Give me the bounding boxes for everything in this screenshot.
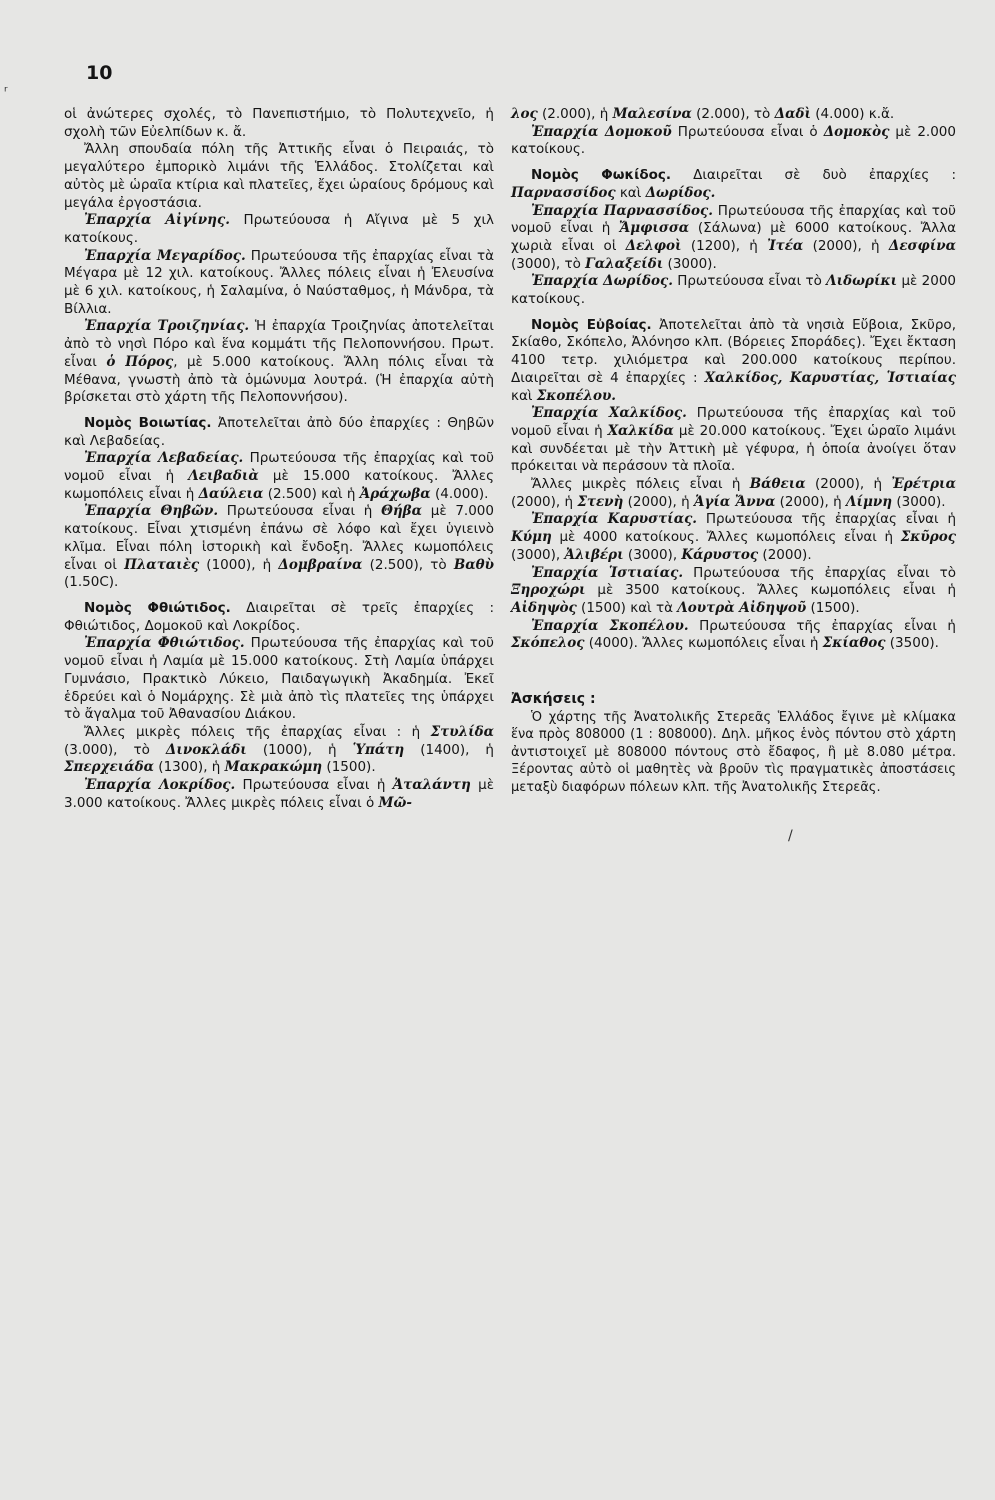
heading-aiginis: Ἐπαρχία Αἰγίνης. bbox=[84, 212, 230, 229]
heading-doridos: Ἐπαρχία Δωρίδος. bbox=[531, 273, 673, 290]
right-column bbox=[511, 106, 956, 796]
paragraph-parnassidos: Ἐπαρχία Παρνασσίδος. Πρωτεύουσα τῆς ἐπαρχίας καὶ τοῦ νομοῦ εἶναι ἡ Ἄμφισσα (Σάλωνα) μὲ 6000 κατοίκους. Ἄλλα χωριὰ εἶναι οἱ Δελφοὶ (1200), ἡ Ἰτέα (2000), ἡ Δεσφίνα (3000), τὸ Γαλαξείδι (3000). bbox=[511, 202, 956, 272]
paragraph-doridos: Ἐπαρχία Δωρίδος. Πρωτεύουσα εἶναι τὸ Λιδωρίκι μὲ 2000 κατοίκους. bbox=[511, 273, 957, 308]
paragraph-aiginis: Ἐπαρχία Αἰγίνης. Πρωτεύουσα ἡ Αἴγινα μὲ 5 χιλ κατοίκους. bbox=[64, 212, 494, 246]
heading-nomos-evvoias: Νομὸς Εὐβοίας. bbox=[531, 316, 652, 333]
heading-nomos-fokidos: Νομὸς Φωκίδος. bbox=[531, 167, 672, 184]
heading-thivon: Ἐπαρχία Θηβῶν. bbox=[84, 503, 219, 520]
heading-chalkidos: Ἐπαρχία Χαλκίδος. bbox=[531, 405, 687, 422]
paragraph-piraeus: Ἄλλη σπουδαία πόλη τῆς Ἀττικῆς εἶναι ὁ Πειραιάς, τὸ μεγαλύτερο ἐμπορικὸ λιμάνι τῆς Ἑλλάδος. Στολίζεται καὶ αὐτὸς μὲ ὡραῖα κτίρια καὶ πλατεῖες, ἔχει ὡραίους δρόμους καὶ μεγάλα ἐργοστάσια. bbox=[64, 141, 494, 211]
paragraph-boiotias: Νομὸς Βοιωτίας. Ἀποτελεῖται ἀπὸ δύο ἐπαρχίες : Θηβῶν καὶ Λεβαδείας. bbox=[64, 414, 494, 449]
paragraph-troizinias: Ἐπαρχία Τροιζηνίας. Ἡ ἐπαρχία Τροιζηνίας ἀποτελεῖται ἀπὸ τὸ νησὶ Πόρο καὶ ἕνα κομμάτι τῆς Πελοποννήσου. Πρωτ. εἶναι ὁ Πόρος, μὲ 5.000 κατοίκους. Ἄλλη πόλις εἶναι τὰ Μέθανα, γνωστὴ ἀπὸ τὰ ὁμώνυμα λουτρά. (Ἡ ἐπαρχία αὐτὴ βρίσκεται στὸ χάρτη τῆς Πελοποννήσου). bbox=[64, 318, 494, 406]
heading-nomos-boiotias: Νομὸς Βοιωτίας. bbox=[84, 414, 212, 431]
heading-nomos-fthiotidos: Νομὸς Φθιώτιδος. bbox=[84, 599, 231, 616]
exercises-text: Ὁ χάρτης τῆς Ἀνατολικῆς Στερεᾶς Ἑλλάδος ἔγινε μὲ κλίμακα ἕνα πρὸς 808000 (1 : 808000). Δηλ. μῆκος ἑνὸς πόντου στὸ χάρτη ἀντιστοιχεῖ μὲ 808000 πόντους στὸ ἔδαφος, ἢ μὲ 8.080 μέτρα. Ξέροντας αὐτὸ οἱ μαθητὲς νὰ βροῦν τὶς πραγματικὲς ἀποστάσεις μεταξὺ διαφόρων πόλεων κλπ. τῆς Ἀνατολικῆς Στερεᾶς. bbox=[511, 709, 956, 795]
paragraph-evvoia-towns: Ἄλλες μικρὲς πόλεις εἶναι ἡ Βάθεια (2000), ἡ Ἐρέτρια (2000), ἡ Στενὴ (2000), ἡ Ἁγία Ἄννα (2000), ἡ Λίμνη (3000). bbox=[511, 476, 956, 510]
paragraph-fthiotidos: Ἐπαρχία Φθιώτιδος. Πρωτεύουσα τῆς ἐπαρχίας καὶ τοῦ νομοῦ εἶναι ἡ Λαμία μὲ 15.000 κατοίκους. Στὴ Λαμία ὑπάρχει Γυμνάσιο, Πρακτικὸ Λύκειο, Παιδαγωγικὴ Ἀκαδημία. Ἐκεῖ ἑδρεύει καὶ ὁ Νομάρχης. Σὲ μιὰ ἀπὸ τὶς πλατεῖες της ὑπάρχει τὸ ἄγαλμα τοῦ Ἀθανασίου Διάκου. bbox=[64, 635, 494, 723]
heading-istiaias: Ἐπαρχία Ἱστιαίας. bbox=[531, 564, 684, 581]
heading-parnassidos: Ἐπαρχία Παρνασσίδος. bbox=[531, 202, 713, 219]
heading-karystias: Ἐπαρχία Καρυστίας. bbox=[531, 511, 698, 528]
paragraph-megaridos: Ἐπαρχία Μεγαρίδος. Πρωτεύουσα τῆς ἐπαρχίας εἶναι τὰ Μέγαρα μὲ 12 χιλ. κατοίκους. Ἄλλες πόλεις εἶναι ἡ Ἐλευσίνα μὲ 6 χιλ. κατοίκους, ἡ Σαλαμίνα, ὁ Ναύσταθμος, ἡ Μάνδρα, τὰ Βίλλια. bbox=[64, 247, 494, 317]
page-number: 10 bbox=[86, 62, 113, 84]
paragraph-thivon: Ἐπαρχία Θηβῶν. Πρωτεύουσα εἶναι ἡ Θήβα μὲ 7.000 κατοίκους. Εἶναι χτισμένη ἐπάνω σὲ λόφο καὶ ἔχει ὑγιεινὸ κλῖμα. Εἶναι πόλη ἱστορικὴ καὶ ἔνδοξη. Ἄλλες κωμοπόλεις εἶναι οἱ Πλαταιὲς (1000), ἡ Δομβραίνα (2.500), τὸ Βαθὺ (1.50C). bbox=[64, 503, 494, 591]
left-column bbox=[64, 106, 494, 812]
exercises-heading: Ἀσκήσεις : bbox=[511, 691, 596, 708]
heading-lebadeias: Ἐπαρχία Λεβαδείας. bbox=[84, 450, 244, 467]
paragraph-nomos-fokidos: Νομὸς Φωκίδος. Διαιρεῖται σὲ δυὸ ἐπαρχίες : Παρνασσίδος καὶ Δωρίδος. bbox=[511, 167, 956, 201]
paragraph-chalkidos: Ἐπαρχία Χαλκίδος. Πρωτεύουσα τῆς ἐπαρχίας καὶ τοῦ νομοῦ εἶναι ἡ Χαλκίδα μὲ 20.000 κατοίκους. Ἔχει ὡραῖο λιμάνι καὶ συνδέεται μὲ τὴν Ἀττικὴ μὲ γέφυρα, ἡ ὁποία ἀνοίγει ὅταν πρόκειται νὰ περάσουν τὰ πλοῖα. bbox=[511, 405, 956, 475]
heading-lokridos: Ἐπαρχία Λοκρίδος. bbox=[84, 777, 236, 794]
paragraph-nomos-evvoias: Νομὸς Εὐβοίας. Ἀποτελεῖται ἀπὸ τὰ νησιὰ Εὔβοια, Σκῦρο, Σκίαθο, Σκόπελο, Ἀλόνησο κλπ. (Βόρειες Σποράδες). Ἔχει ἔκταση 4100 τετρ. χιλιόμετρα καὶ 200.000 κατοίκους περίπου. Διαιρεῖται σὲ 4 ἐπαρχίες : Χαλκίδος, Καρυστίας, Ἱστιαίας καὶ Σκοπέλου. bbox=[511, 316, 956, 404]
paragraph-fthiotidos-towns: Ἄλλες μικρὲς πόλεις τῆς ἐπαρχίας εἶναι : ἡ Στυλίδα (3.000), τὸ Δινοκλάδι (1000), ἡ Ὑπάτη (1400), ἡ Σπερχειάδα (1300), ἡ Μακρακώμη (1500). bbox=[64, 723, 494, 776]
paragraph-skopelou: Ἐπαρχία Σκοπέλου. Πρωτεύουσα τῆς ἐπαρχίας εἶναι ἡ Σκόπελος (4000). Ἄλλες κωμοπόλεις εἶναι ἡ Σκίαθος (3500). bbox=[511, 617, 956, 652]
pen-mark: / bbox=[788, 828, 793, 844]
paragraph-nomos-fthiotidos: Νομὸς Φθιώτιδος. Διαιρεῖται σὲ τρεῖς ἐπαρχίες : Φθιώτιδος, Δομοκοῦ καὶ Λοκρίδος. bbox=[64, 599, 495, 634]
heading-domokou: Ἐπαρχία Δομοκοῦ bbox=[531, 123, 672, 140]
paragraph-schools: οἱ ἀνώτερες σχολές, τὸ Πανεπιστήμιο, τὸ Πολυτεχνεῖο, ἡ σχολὴ τῶν Εὐελπίδων κ. ἄ. bbox=[64, 106, 494, 140]
paragraph-lokridos: Ἐπαρχία Λοκρίδος. Πρωτεύουσα εἶναι ἡ Ἀταλάντη μὲ 3.000 κατοίκους. Ἄλλες μικρὲς πόλεις εἶναι ὁ Μῶ- bbox=[64, 777, 494, 811]
heading-megaridos: Ἐπαρχία Μεγαρίδος. bbox=[84, 247, 246, 264]
paragraph-karystias: Ἐπαρχία Καρυστίας. Πρωτεύουσα τῆς ἐπαρχίας εἶναι ἡ Κύμη μὲ 4000 κατοίκους. Ἄλλες κωμοπόλεις εἶναι ἡ Σκῦρος (3000), Ἀλιβέρι (3000), Κάρυστος (2000). bbox=[511, 511, 956, 563]
margin-mark: ʳ bbox=[4, 84, 8, 100]
paragraph-domokou: Ἐπαρχία Δομοκοῦ Πρωτεύουσα εἶναι ὁ Δομοκὸς μὲ 2.000 κατοίκους. bbox=[511, 123, 956, 158]
heading-troizinias: Ἐπαρχία Τροιζηνίας. bbox=[84, 318, 250, 335]
heading-skopelou: Ἐπαρχία Σκοπέλου. bbox=[531, 617, 689, 634]
paragraph-molos-cont: λος (2.000), ἡ Μαλεσίνα (2.000), τὸ Δαδὶ (4.000) κ.ἄ. bbox=[511, 106, 895, 122]
paragraph-lebadeias: Ἐπαρχία Λεβαδείας. Πρωτεύουσα τῆς ἐπαρχίας καὶ τοῦ νομοῦ εἶναι ἡ Λειβαδιὰ μὲ 15.000 κατοίκους. Ἄλλες κωμοπόλεις εἶναι ἡ Δαύλεια (2.500) καὶ ἡ Ἀράχωβα (4.000). bbox=[64, 450, 495, 502]
heading-fthiotidos: Ἐπαρχία Φθιώτιδος. bbox=[84, 635, 245, 652]
paragraph-istiaias: Ἐπαρχία Ἱστιαίας. Πρωτεύουσα τῆς ἐπαρχίας εἶναι τὸ Ξηροχώρι μὲ 3500 κατοίκους. Ἄλλες κωμοπόλεις εἶναι ἡ Αἰδηψὸς (1500) καὶ τὰ Λουτρὰ Αἰδηψοῦ (1500). bbox=[511, 564, 957, 616]
